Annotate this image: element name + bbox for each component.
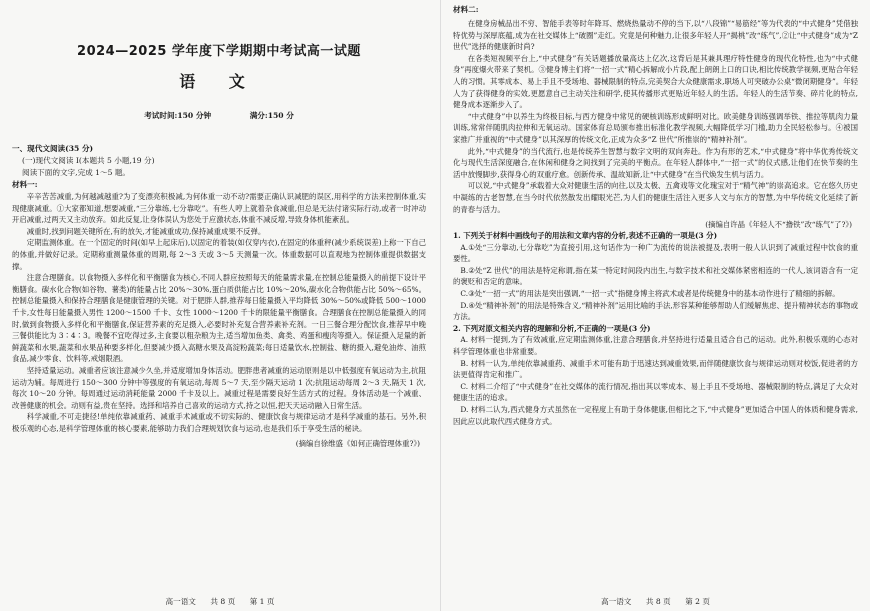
exam-meta [12, 110, 426, 121]
question-1-option-a: A.①处“三分靠动,七分靠吃”为直接引用,这句话作为一种广为流传的说法被提及,表明一般人认识到了减重过程中饮食的重要性。 [453, 242, 858, 264]
paragraph: “中式健身”中以养生为终极目标,与西方健身中常见的硬核训练形成鲜明对比。欧美健身训练强调举铁、推拉等肌肉力量训练,常常伴随肌肉拉伸和无氧运动。国家体育总局颁布推出标准化教学视频,大幅降低学习门槛,助力全民轻松参与。④被国家推广并重视的“中式健身”以其深厚的传统文化,正成为众多“Z 世代”所推崇的“精神补剂”。 [453, 111, 858, 144]
section-heading: 一、现代文阅读(35 分) [12, 144, 94, 153]
paragraph: 辛辛苦苦减重,为何越减越重?为了变漂亮积极减,为何体重一动不动?需要正确认识减肥的误区,用科学的方法来控制体重,实现健康减重。①大家都知道,想要减重,“三分靠练,七分靠吃”。有些人哼上就着杂食减重,但总是无法付诸实际行动,或者一时冲动开启减重,过两天又主动放弃。如此反复,让身体误认为您处于应激状态,体重不减反增,导致身体机能紊乱。 [12, 192, 426, 225]
footer-total: 共 8 页 [645, 597, 671, 606]
paragraph: 此外,“中式健身”的当代流行,也是传统养生智慧与数字文明的双向奔赴。作为有形的艺术,“中式健身”将中华优秀传统文化与现代生活深度融合,在休闲和健身之间找到了完美的平衡点。在年轻人群体中,“一招一式”的仪式感,让他们在快节奏的生活中放慢脚步,获得身心的双重疗愈。创新传承、温故知新,让“中式健身”在当代焕发生机与活力。 [453, 146, 858, 179]
material-1-label: 材料一: [12, 180, 38, 189]
page-2 [440, 0, 870, 611]
paragraph: 可以说,“中式健身”承载着大众对健康生活的向往,以及太极、五禽戏等文化瑰宝对于“精气神”的崇高追求。它在悠久历史中凝练的古老智慧,在当今时代依然散发出耀眼光芒,为人们的健康生活注入更多人文与东方的智慧,为中华传统文化延续了新的青春与活力。 [453, 181, 858, 214]
footer-page: 第 1 页 [249, 597, 275, 606]
paragraph: 减重时,找到问题关键所在,有的放矢,才能减重成功,保持减重成果不反弹。 [26, 226, 266, 236]
question-1-option-d: D.④处“精神补剂”的用法是特殊含义,“精神补剂”运用比喻的手法,形容某种能够帮助人们缓解焦虑、提升精神状态的事物或方法。 [453, 300, 858, 322]
source-note: (摘编自许晶《年轻人不“撸铁”改“练气”了?》) [705, 220, 852, 230]
question-2-option-d: D. 材料二认为,西式健身方式虽然在一定程度上有助于身体健康,但相比之下,“中式健身”更加适合中国人的体质和健身需求,因此应以此取代西式健身方式。 [453, 405, 858, 426]
paragraph: 科学减重,不可走捷径!单纯依靠减重药、减重手术减重或不切实际的、健康饮食与规律运动才是科学减重的基石。另外,积极乐观的心态,是科学管理体重的核心要素,能够助力我们合理规划饮食与运动,也是我们乐于享受生活的秘诀。 [12, 412, 426, 433]
page-footer [441, 596, 870, 607]
paragraph: 坚持适量运动。减重者应该注意减少久坐,并适度增加身体活动。肥胖患者减重的运动原则是以中低强度有氧运动为主,抗阻运动为辅。每周进行 150～300 分钟中等强度的有氧运动,每周 5～7 天,至少隔天运动 1 次;抗阻运动每周 2～3 天,隔天 1 次,每次 10～20 分钟。每周通过运动消耗能量 2000 千卡及以上。减重过程是需要良好生活方式的过程。身体活动是一个减重、改善健康的机会。动则有益,贵在坚持。选择和培养自己喜欢的运动方式,持之以恒,把天天运动融入日常生活。 [12, 365, 426, 410]
question-2-option-b: B. 材料一认为,单纯依靠减重药、减重手术可能有助于迅速达到减重效果,而伴随健康饮食与规律运动则对校饭,促进者的方法更值得肯定和推广。 [453, 358, 858, 380]
question-1: 1. 下列关于材料中画线句子的用法和文章内容的分析,表述不正确的一项是(3 分) [453, 231, 718, 241]
question-2: 2. 下列对原文相关内容的理解和分析,不正确的一项是(3 分) [453, 323, 651, 333]
subsection-heading: (一)现代文阅读 Ⅰ(本题共 5 小题,19 分) [22, 156, 155, 165]
footer-page: 第 2 页 [685, 597, 710, 606]
footer-total: 共 8 页 [210, 597, 236, 606]
paragraph: 在健身房械品出不穷、智能手表等时年降耳、燃烧热量动不停的当下,以“八段锦”“易筋经”等为代表的“中式健身”凭借独特优势与深厚底蕴,成为在社交媒体上“破圈”走红。究竟是何种魅力,让很多年轻人开“揭桃”改“练气”,②让“中式健身”成为“Z 世代”选择的健康新时尚? [453, 19, 858, 52]
question-1-option-c: C.③处“一招一式”的用法是突出强调,“一招一式”指健身博主将武术或者是传统健身中的基本动作进行了精细的拆解。 [460, 289, 840, 299]
subject-title: 语 文 [179, 72, 259, 91]
instruction: 阅读下面的文字,完成 1～5 题。 [22, 168, 131, 177]
exam-time: 考试时间:150 分钟 [144, 111, 212, 120]
paragraph: 注意合理膳食。以食物摄入多样化和平衡膳食为核心,不同人群应按照每天的能量需求量,在控制总能量摄入的前提下设计平衡膳食。碳水化合物(如谷物、薯类)的能量占比 20%～30%,蛋白质供能占比 10%～20%,碳水化合物供能占比 50%～65%。控制总能量摄入和保持合理膳食是健康管理的关键。对于肥胖人群,推荐每日能量摄入平均降低 30%～50%或降低 500～1000 千卡,女性每日能量摄入男性 1200～1500 千卡、女性 1000～1200 千卡的限能量平衡膳食。合理膳食在控制总能量摄入的同时,做到食物摄入多样化和平衡膳食,保证营养素的充足摄入,必要时补充复合营养素补充剂。一日三餐合理分配饮食,推荐早中晚三餐供能比为 3∶4∶3。晚餐不宜吃得过多,主食要以粗杂粮为主,适当增加鱼类、禽类、鸡蛋和瘦肉等摄入。保证摄入足量的新鲜蔬菜和水果,蔬菜和水果品种要多样化,但要减少摄入高糖水果及高淀粉蔬菜;每日适量饮水,控制盐、糖的摄入,避免油炸、油煎食品,减少零食、饮料等,戒烟限酒。 [12, 273, 426, 364]
exam-score: 满分:150 分 [249, 111, 294, 120]
footer-subject: 高一语文 [601, 597, 632, 606]
question-1-option-b: B.②处“Z 世代”的用法是特定称谓,指在某一特定时间段内出生,与数字技术和社交媒体紧密相连的一代人,该词语含有一定的褒贬和否定的意味。 [453, 265, 858, 287]
question-2-option-a: A. 材料一提到,为了有效减重,应定期监测体重,注意合理膳食,并坚持进行适量且适合自己的运动。此外,积极乐观的心态对科学管理体重也非常重要。 [453, 335, 858, 357]
page-footer [0, 596, 440, 607]
footer-subject: 高一语文 [165, 597, 196, 606]
paragraph: 在各类短视频平台上,“中式健身”有关话题播放量高达上亿次,这背后是其兼具理疗特性健身的现代化特性,也为“中式健身”再度爆火带来了契机。③健身博主们将“一招一式”精心拆解成小片段,配上朗朗上口的口诀,相比传统教学视频,更贴合年轻人的习惯。其零成本、易上手且不受场地、器械限制的特点,完美契合大众健康需求,职场人可突破办公桌“微闭期健身”。年轻人为了获得健身的实效,更愿意自己主动关注和研学,使其传播形式更贴近年轻人的生活。年轻人的生活节奏、碎片化的特点,健身成本逐渐步入了。 [453, 53, 858, 110]
source-note: (摘编自徐维盛《如何正确管理体重?》) [295, 439, 420, 449]
exam-title: 2024—2025 学年度下学期期中考试高一试题 [77, 44, 361, 59]
material-2-label: 材料二: [453, 5, 479, 14]
paragraph: 定期监测体重。在一个固定的时间(如早上起床后),以固定的着装(如仅穿内衣),在固定的体重秤(减少系统误差)上称一下自己的体重,并做好记录。定期称重测量体重的周期,每 2～3 天或 3～5 天测量一次。体重数据可以直观地为控制体重提供数据支撑。 [12, 238, 426, 271]
question-2-option-c: C. 材料二介绍了“中式健身”在社交媒体的流行情况,指出其以零成本、易上手且不受场地、器械限制的特点,满足了大众对健康生活的追求。 [453, 381, 858, 403]
